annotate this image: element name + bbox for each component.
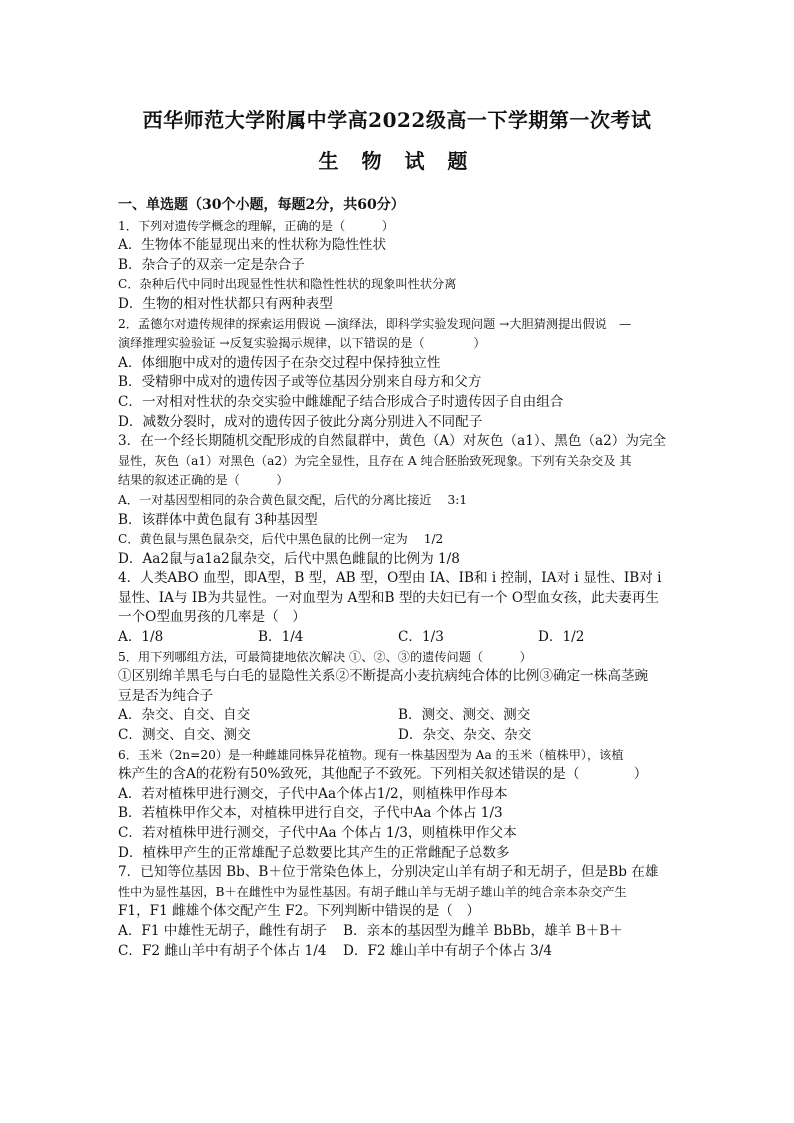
- question-1: [118, 217, 690, 315]
- option-c: C．1/3: [398, 629, 444, 646]
- question-stem: 株产生的含A的花粉有50%致死，其他配子不致死。下列相关叙述错误的是（ ）: [118, 766, 648, 783]
- exam-title: 西华师范大学附属中学高2022级高一下学期第一次考试: [142, 108, 652, 132]
- question-stem: ①区别绵羊黑毛与白毛的显隐性关系②不断提高小麦抗病纯合体的比例③确定一株高茎豌: [118, 668, 649, 685]
- exam-content: [118, 196, 690, 961]
- option-b: B．1/4: [258, 629, 304, 646]
- option-a: A．F1 中雄性无胡子，雌性有胡子: [118, 922, 327, 939]
- option-c: C．测交、自交、测交: [118, 727, 251, 744]
- option-c: C．若对植株甲进行测交，子代中Aa 个体占 1/3，则植株甲作父本: [118, 825, 517, 841]
- exam-subtitle: 生 物 试 题: [318, 149, 476, 173]
- question-4: [118, 569, 690, 647]
- option-a: A．一对基因型相同的杂合黄色鼠交配，后代的分离比接近 3:1: [118, 492, 468, 507]
- options-row: [118, 726, 690, 746]
- question-stem: 6．玉米（2n=20）是一种雌雄同株异花植物。现有一株基因型为 Aa 的玉米（植株甲），该植: [118, 747, 624, 762]
- option-b: B．该群体中黄色鼠有 3种基因型: [118, 511, 318, 528]
- question-6: [118, 746, 690, 864]
- question-5: [118, 648, 690, 746]
- option-d: D．F2 雄山羊中有胡子个体占 3/4: [343, 942, 553, 959]
- question-stem: F1，F1 雌雄个体交配产生 F2。下列判断中错误的是（ ）: [118, 903, 480, 920]
- question-stem: 演绎推理实验验证 →反复实验揭示规律，以下错误的是（ ）: [118, 336, 486, 351]
- option-c: C．黄色鼠与黑色鼠杂交，后代中黑色鼠的比例一定为 1/2: [118, 532, 444, 547]
- question-stem: 2．孟德尔对遗传规律的探索运用假说 —演绎法，即科学实验发现问题 →大胆猜测提出假说 —: [118, 316, 632, 331]
- options-row: [118, 628, 690, 648]
- option-c: C．杂种后代中同时出现显性性状和隐性性状的现象叫性状分离: [118, 277, 457, 292]
- options-row: [118, 942, 690, 962]
- question-3: [118, 432, 690, 569]
- option-b: B．受精卵中成对的遗传因子或等位基因分别来自母方和父方: [118, 374, 482, 391]
- option-a: A．1/8: [118, 629, 164, 646]
- option-a: A．若对植株甲进行测交，子代中Aa个体占1/2，则植株甲作母本: [118, 785, 508, 802]
- option-d: D．Aa2鼠与a1a2鼠杂交，后代中黑色雌鼠的比例为 1/8: [118, 550, 460, 567]
- option-a: A．体细胞中成对的遗传因子在杂交过程中保持独立性: [118, 354, 441, 371]
- option-a: A．杂交、自交、自交: [118, 707, 251, 724]
- question-stem: 7．已知等位基因 Bb、B＋位于常染色体上，分别决定山羊有胡子和无胡子，但是Bb 在雄: [118, 864, 659, 881]
- option-b: B．测交、测交、测交: [398, 707, 531, 724]
- option-d: D．植株甲产生的正常雄配子总数要比其产生的正常雌配子总数多: [118, 844, 510, 861]
- option-d: D．生物的相对性状都只有两种表型: [118, 295, 333, 312]
- options-row: [118, 922, 690, 942]
- option-c: C．一对相对性状的杂交实验中雌雄配子结合形成合子时遗传因子自由组合: [118, 393, 564, 410]
- option-b: B．杂合子的双亲一定是杂合子: [118, 256, 305, 273]
- option-c: C．F2 雌山羊中有胡子个体占 1/4: [118, 942, 327, 959]
- option-d: D．1/2: [538, 629, 585, 646]
- question-stem: 显性、IA与 IB为共显性。一对血型为 A型和B 型的夫妇已有一个 O型血女孩，此夫妻再生: [118, 589, 659, 606]
- option-d: D．杂交、杂交、杂交: [398, 727, 532, 744]
- question-stem: 1．下列对遗传学概念的理解，正确的是（ ）: [118, 218, 394, 233]
- question-stem: 3．在一个经长期随机交配形成的自然鼠群中，黄色（A）对灰色（a1）、黑色（a2）为完全: [118, 433, 667, 450]
- question-stem: 显性，灰色（a1）对黑色（a2）为完全显性，且存在 A 纯合胚胎致死现象。下列有关杂交及 其: [118, 453, 632, 468]
- option-a: A．生物体不能显现出来的性状称为隐性性状: [118, 237, 387, 254]
- question-stem: 4．人类ABO 血型，即A型，B 型，AB 型，O型由 IA、IB和 i 控制，IA对 i 显性、IB对 i: [118, 570, 662, 587]
- question-2: [118, 315, 690, 433]
- question-stem: 5．用下列哪组方法，可最简捷地依次解决 ①、②、③的遗传问题（ ）: [118, 649, 532, 664]
- question-stem: 性中为显性基因，B＋在雌性中为显性基因。有胡子雌山羊与无胡子雄山羊的纯合亲本杂交产生: [118, 884, 627, 899]
- option-b: B．若植株甲作父本，对植株甲进行自交，子代中Aa 个体占 1/3: [118, 805, 503, 822]
- options-row: [118, 706, 690, 726]
- question-stem: 一个O型血男孩的几率是（ ）: [118, 609, 306, 626]
- question-stem: 结果的叙述正确的是（ ）: [118, 473, 289, 488]
- question-7: [118, 863, 690, 961]
- question-stem: 豆是否为纯合子: [118, 687, 214, 704]
- section-heading: 一、单选题（30个小题，每题2分，共60分）: [118, 197, 405, 213]
- option-d: D．减数分裂时，成对的遗传因子彼此分离分别进入不同配子: [118, 413, 483, 430]
- option-b: B．亲本的基因型为雌羊 BbBb，雄羊 B＋B＋: [343, 922, 623, 939]
